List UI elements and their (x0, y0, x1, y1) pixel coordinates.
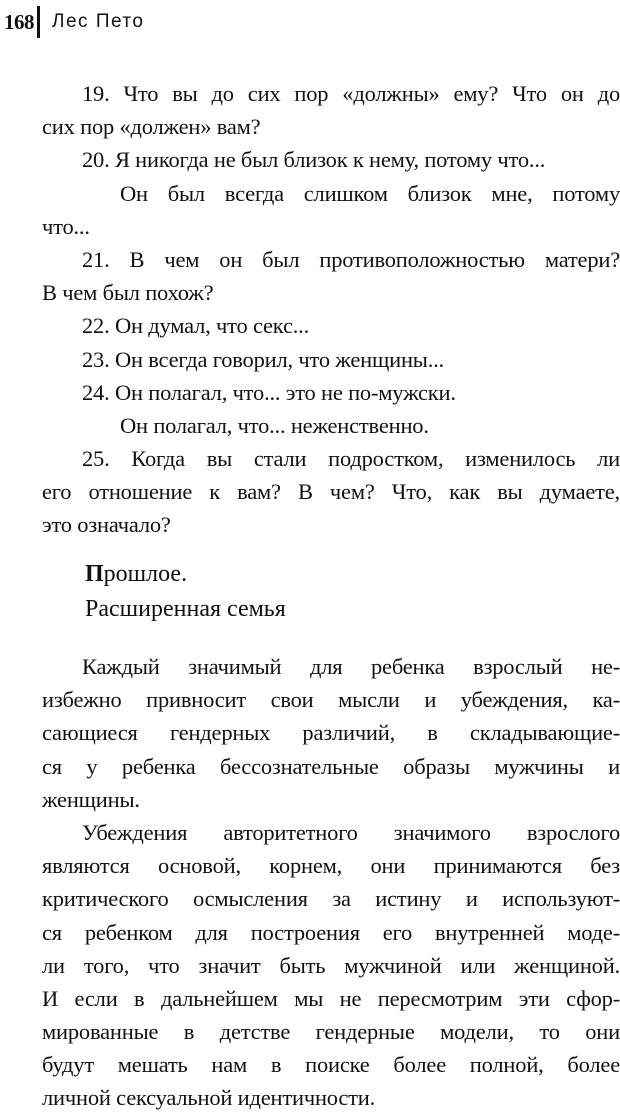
paragraph-1-line: избежно привносит свои мысли и убеждения, ка- (42, 687, 620, 713)
question-24-line-1: 24. Он полагал, что... это не по-мужски. (82, 379, 456, 405)
question-22: 22. Он думал, что секс... (82, 313, 310, 339)
header-divider (37, 6, 40, 38)
questions-list (42, 77, 620, 542)
section-heading-initial: П (85, 561, 104, 587)
running-title: Лес Пето (52, 11, 145, 32)
paragraph-2-line: личной сексуальной идентичности. (42, 1085, 376, 1111)
question-24-line-2: Он полагал, что... неженственно. (120, 412, 429, 438)
paragraph-2-line: являются основой, корнем, они принимаются без (42, 853, 620, 879)
paragraph-2-line: критического осмысления за истину и используют- (42, 886, 620, 912)
paragraph-2-line: мированные в детстве гендерные модели, то они (42, 1019, 620, 1045)
question-25-line-1: 25. Когда вы стали подростком, изменилось ли (82, 446, 620, 472)
paragraph-1-line: Каждый значимый для ребенка взрослый не- (82, 654, 620, 679)
section-body (42, 650, 620, 1115)
question-21-line-2: В чем был похож? (42, 280, 214, 306)
paragraph-2-line: ся ребенком для построения его внутренней моде- (42, 919, 620, 945)
paragraph-1-line: женщины. (42, 786, 140, 812)
page-number: 168 (4, 9, 34, 34)
question-20-line-3: что... (42, 213, 90, 239)
question-20-line-2: Он был всегда слишком близок мне, потому (120, 180, 620, 206)
section-heading (85, 557, 286, 627)
paragraph-2-line: будут мешать нам в поиске более полной, более (42, 1052, 620, 1078)
question-25-line-2: его отношение к вам? В чем? Что, как вы думаете, (42, 479, 620, 505)
question-20-line-1: 20. Я никогда не был близок к нему, потому что... (82, 147, 546, 173)
question-19-line-1: 19. Что вы до сих пор «должны» ему? Что он до (82, 81, 620, 106)
question-25-line-3: это означало? (42, 512, 171, 538)
paragraph-2-line: ли того, что значит быть мужчиной или женщиной. (42, 952, 620, 978)
paragraph-2-line: И если в дальнейшем мы не пересмотрим эти сфор- (42, 985, 620, 1011)
paragraph-1-line: ся у ребенка бессознательные образы мужчины и (42, 753, 620, 779)
section-heading-line-1 (85, 557, 286, 592)
page-header (4, 6, 144, 38)
section-heading-rest: рошлое. (103, 561, 188, 587)
question-23: 23. Он всегда говорил, что женщины... (82, 346, 444, 372)
paragraph-1-line: сающиеся гендерных различий, в складывающие- (42, 720, 620, 746)
section-heading-line-2: Расширенная семья (85, 596, 286, 622)
question-19-line-2: сих пор «должен» вам? (42, 114, 261, 140)
question-21-line-1: 21. В чем он был противоположностью матери? (82, 246, 620, 272)
paragraph-2-line: Убеждения авторитетного значимого взрослого (82, 819, 620, 845)
